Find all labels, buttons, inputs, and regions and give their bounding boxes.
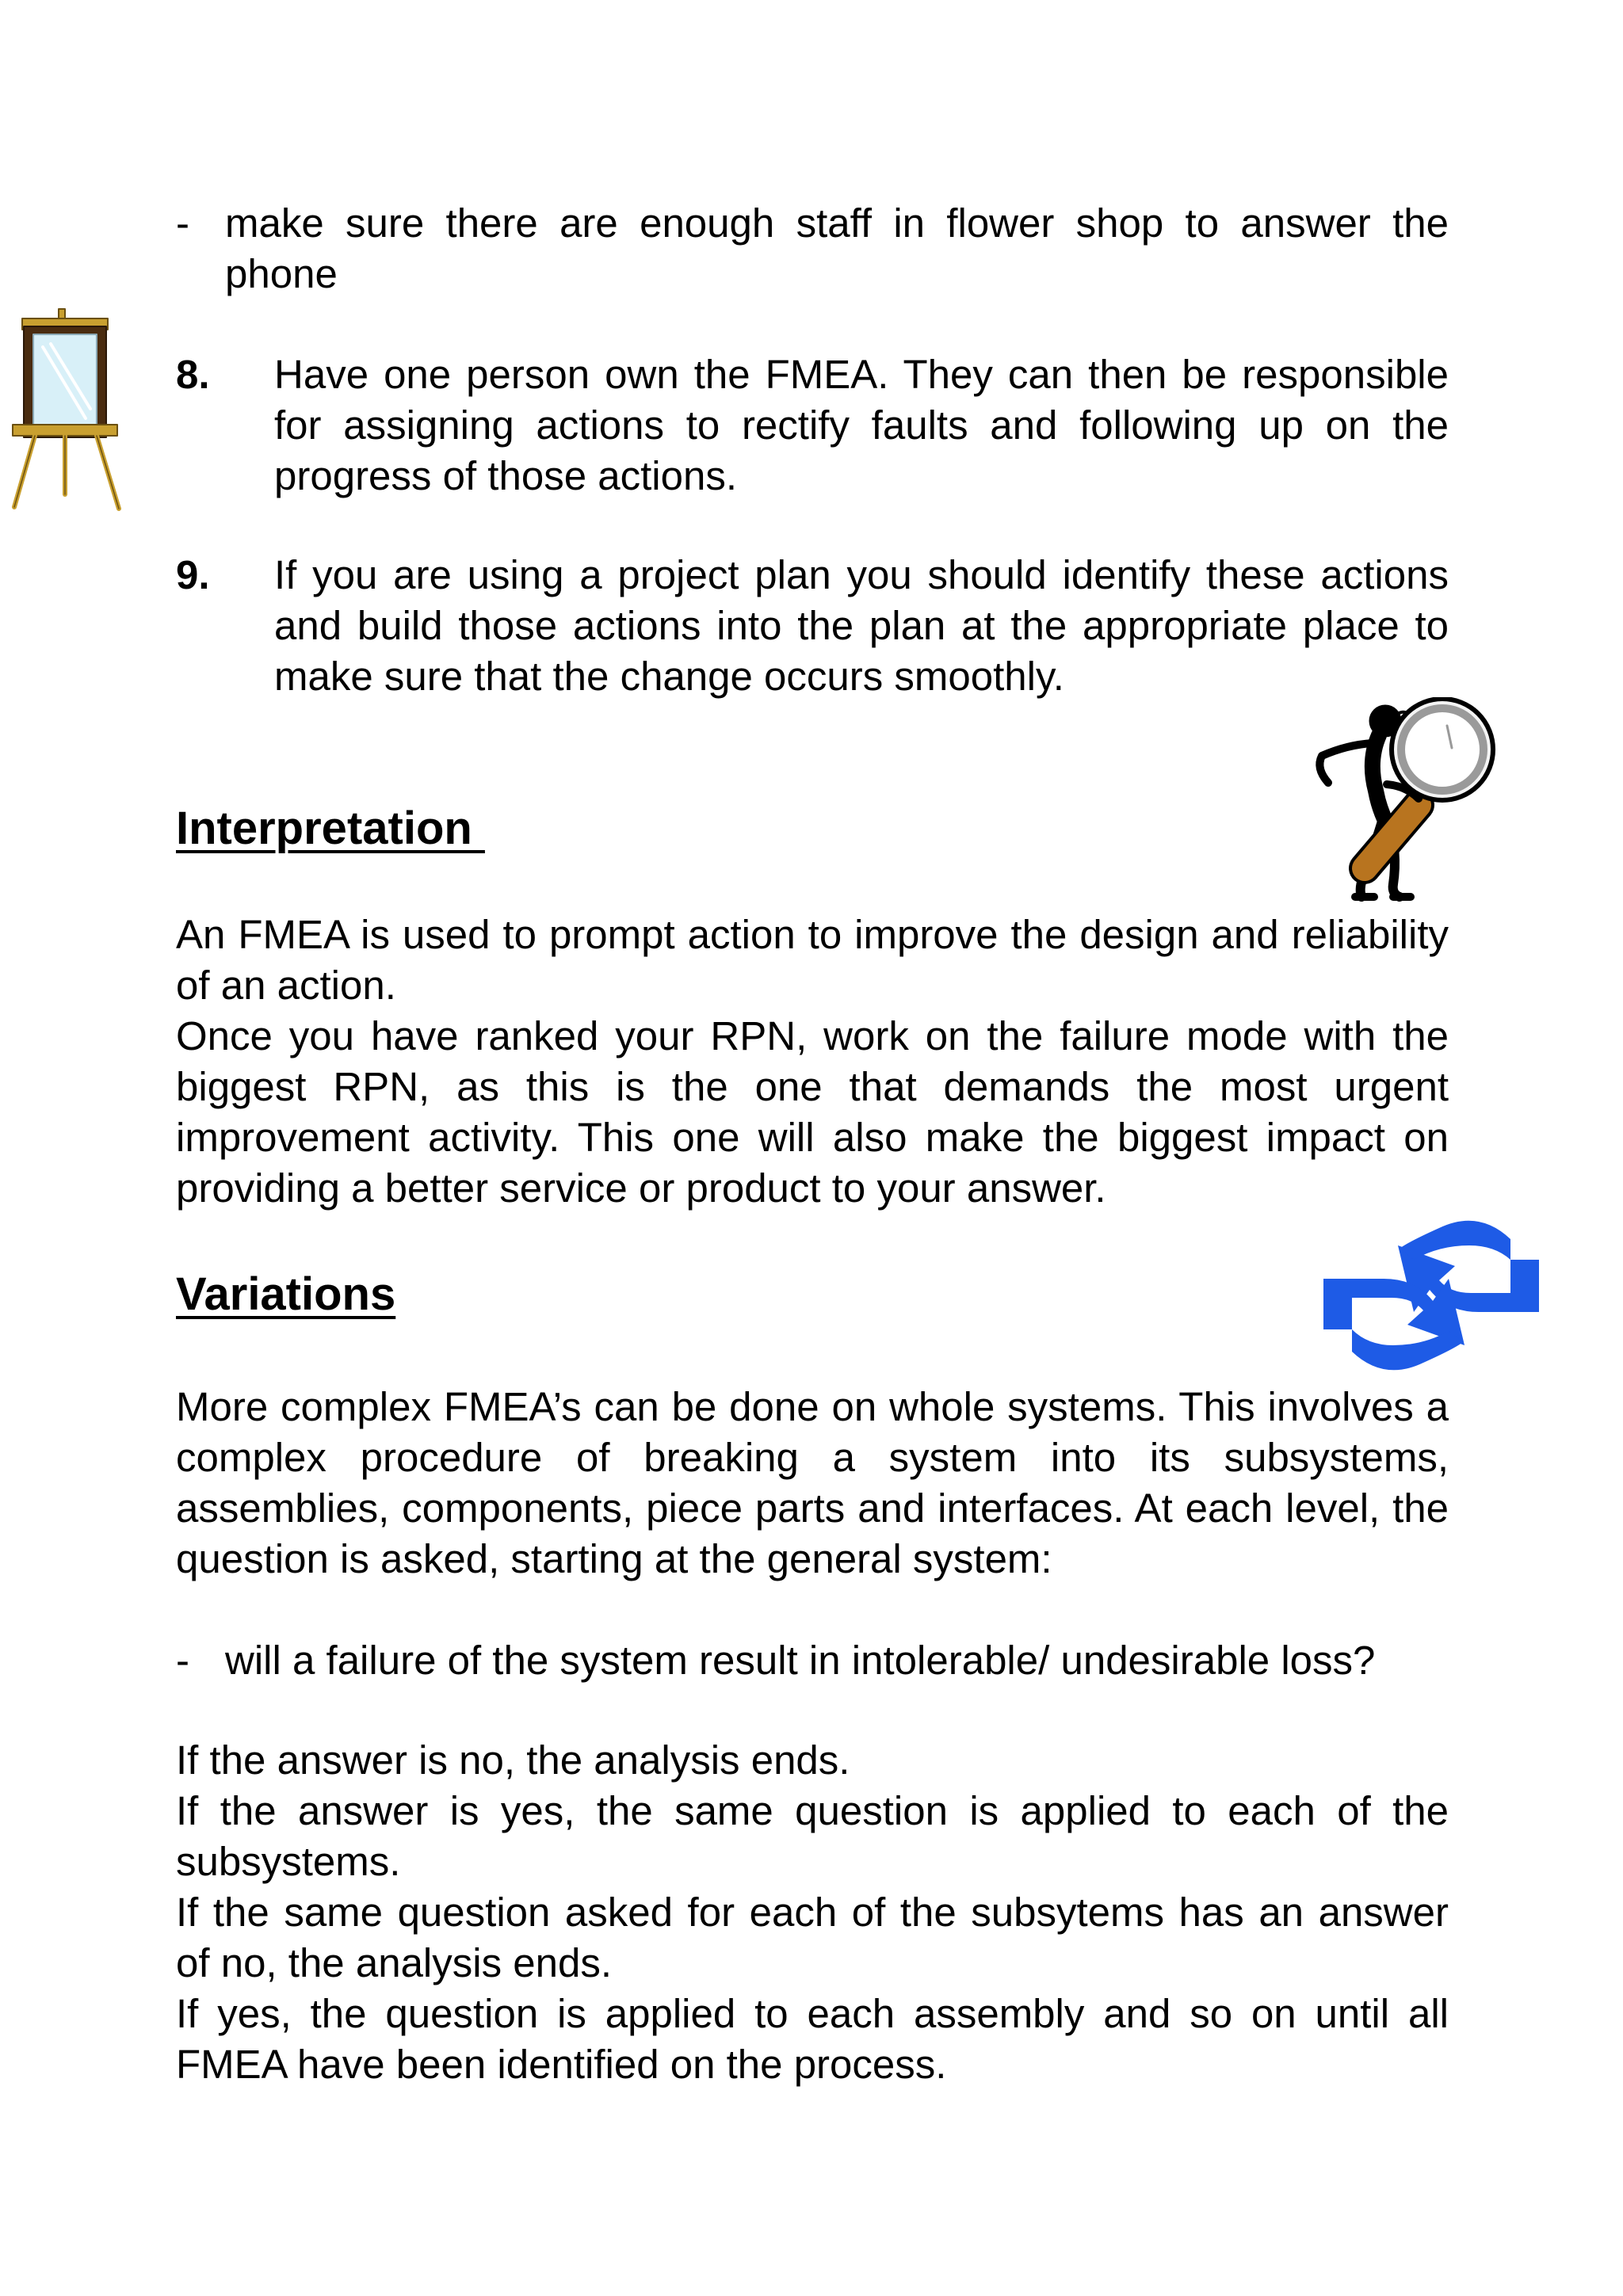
item-text: Have one person own the FMEA. They can then be responsible for assigning actions to rectify faults and following up on the progress of those actions. (274, 352, 1449, 498)
interpretation-paragraph: An FMEA is used to prompt action to improve the design and reliability of an action. (176, 912, 1449, 1008)
variations-bullet (176, 1635, 1449, 1686)
bullet-marker: - (176, 200, 189, 246)
exchange-arrows-icon (1320, 1214, 1542, 1377)
variations-intro: More complex FMEA’s can be done on whole systems. This involves a complex procedure of breaking a system into its subsystems, assemblies, components, piece parts and interfaces. At each level, the question is asked, starting at the general system: (176, 1384, 1449, 1581)
interpretation-heading: Interpretation (176, 803, 485, 854)
intro-bullet (176, 198, 1449, 299)
magnifying-glass-figure-icon (1300, 697, 1498, 911)
item-number: 9. (176, 552, 210, 597)
bullet-marker: - (176, 1638, 189, 1683)
variations-line: If the answer is no, the analysis ends. (176, 1737, 850, 1783)
item-number: 8. (176, 352, 210, 397)
variations-line: If the answer is yes, the same question is applied to each of the subsystems. (176, 1788, 1449, 1884)
bullet-text: will a failure of the system result in intolerable/ undesirable loss? (225, 1638, 1376, 1683)
interpretation-paragraph: Once you have ranked your RPN, work on the failure mode with the biggest RPN, as this is the one that demands the most urgent improvement activity. This one will also make the biggest impact on providing a better service or product to your answer. (176, 1013, 1449, 1211)
variations-lines (176, 1735, 1449, 2090)
bullet-text: make sure there are enough staff in flower shop to answer the phone (225, 200, 1449, 296)
numbered-item-9 (176, 550, 1449, 702)
variations-line: If the same question asked for each of the subsytems has an answer of no, the analysis ends. (176, 1890, 1449, 1985)
interpretation-body (176, 910, 1449, 1214)
item-text: If you are using a project plan you should identify these actions and build those actions into the plan at the appropriate place to make sure that the change occurs smoothly. (274, 552, 1449, 699)
variations-heading: Variations (176, 1268, 396, 1320)
variations-line: If yes, the question is applied to each assembly and so on until all FMEA have been identified on the process. (176, 1991, 1449, 2087)
easel-icon (3, 307, 124, 513)
numbered-item-8 (176, 349, 1449, 502)
